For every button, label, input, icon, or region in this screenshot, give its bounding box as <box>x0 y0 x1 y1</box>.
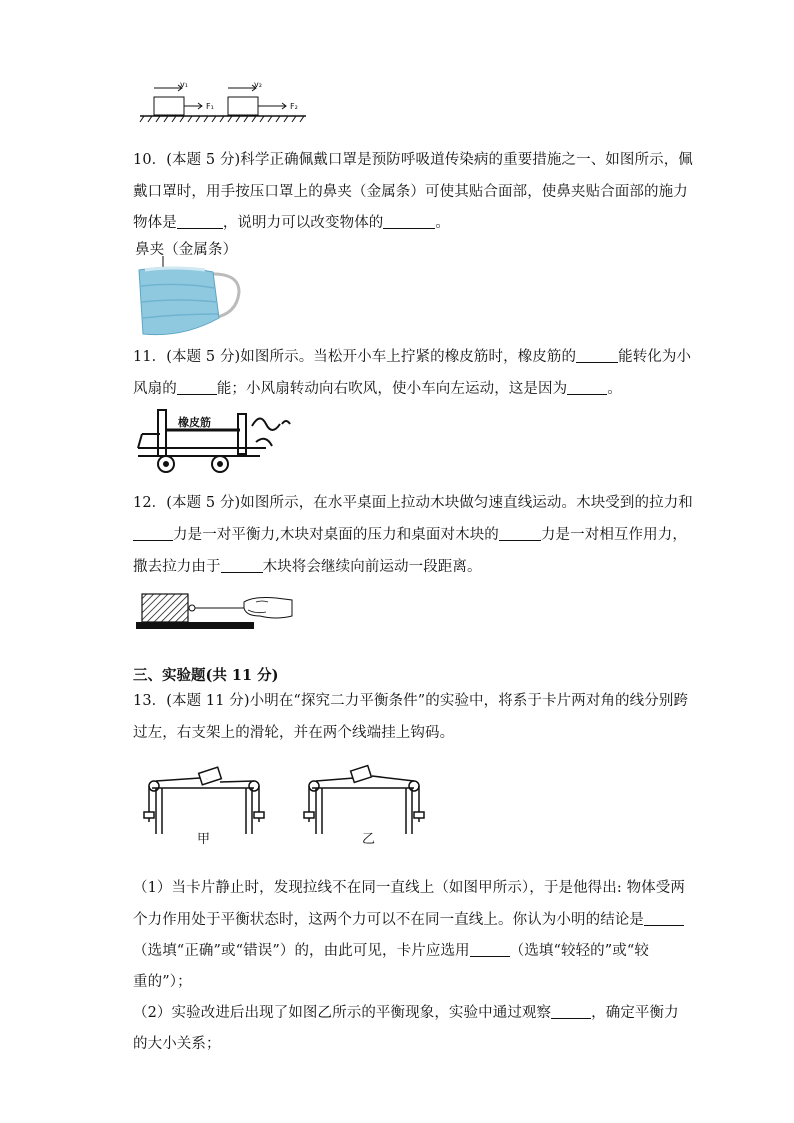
q13-part2-text-b: ，确定平衡力 <box>591 1005 679 1021</box>
q12-blank-2[interactable] <box>499 526 541 541</box>
v1-label: v₁ <box>180 80 188 89</box>
q13-part2-line2: 的大小关系； <box>133 1036 221 1052</box>
q11-blank-1[interactable] <box>576 348 618 363</box>
q13-part1-text-b: （选填“正确”或“错误”）的，由此可见，卡片应选用 <box>133 943 470 959</box>
section-heading: 三、实验题(共 11 分) <box>133 667 279 684</box>
nose-clip-caption: 鼻夹（金属条） <box>135 242 238 258</box>
q13-part2-text-a: （2）实验改进后出现了如图乙所示的平衡现象，实验中通过观察 <box>133 1005 552 1021</box>
figure-a-label: 甲 <box>197 832 211 847</box>
q13-part1-text-c: （选填“较轻的”或“较 <box>509 943 649 959</box>
q11-text-d: 能；小风扇转动向右吹风，使小车向左运动，这是因为 <box>216 381 568 397</box>
wood-block-pull-image <box>136 590 296 632</box>
q11-text-e: 。 <box>607 381 622 397</box>
rubber-band-label: 橡皮筋 <box>178 416 211 429</box>
v2-label: v₂ <box>254 80 262 89</box>
blocks-motion-figure <box>138 80 313 130</box>
q13-line2: 过左，右支架上的滑轮，并在两个线端挂上钩码。 <box>133 725 455 741</box>
face-mask-image <box>133 256 243 338</box>
q10-line1: 10．(本题 5 分)科学正确佩戴口罩是预防呼吸道传染病的重要措施之一、如图所示，佩 <box>133 152 693 168</box>
rubber-band-car-image <box>136 404 306 474</box>
q11-text-a: 11．(本题 5 分)如图所示。当松开小车上拧紧的橡皮筋时，橡皮筋的 <box>133 349 577 365</box>
q13-part1-line3 <box>133 941 649 961</box>
q13-part2-line1 <box>133 1003 679 1023</box>
q10-text-c: 。 <box>435 215 451 231</box>
q10-blank-2[interactable] <box>383 214 435 229</box>
q13-blank-3[interactable] <box>551 1004 591 1019</box>
q12-line2 <box>133 525 687 545</box>
pulley-setup-figure-b <box>296 768 436 838</box>
svg-text:·.: ·. <box>206 776 209 781</box>
q12-text-b: 力是一对相互作用力， <box>540 527 687 543</box>
f1-label: F₁ <box>206 102 214 111</box>
q12-text-a: 力是一对平衡力,木块对桌面的压力和桌面对木块的 <box>173 527 499 543</box>
q10-text-a: 物体是 <box>133 215 177 231</box>
q11-text-c: 风扇的 <box>133 381 177 397</box>
q13-blank-2[interactable] <box>470 942 510 957</box>
q11-line1 <box>133 347 691 367</box>
q13-blank-1[interactable] <box>644 911 684 926</box>
q10-line3 <box>133 213 450 233</box>
q12-line3 <box>133 557 482 577</box>
q12-blank-1[interactable] <box>133 526 173 541</box>
q13-part1-text-a: 个力作用处于平衡状态时，这两个力可以不在同一直线上。你认为小明的结论是 <box>133 912 644 928</box>
q11-text-b: 能转化为小 <box>618 349 692 365</box>
q12-text-d: 木块将会继续向前运动一段距离。 <box>262 559 482 575</box>
q10-line2: 戴口罩时，用手按压口罩上的鼻夹（金属条）可使其贴合面部，使鼻夹贴合面部的施力 <box>133 184 688 200</box>
q13-part1-line2 <box>133 910 684 930</box>
f2-label: F₂ <box>290 102 298 111</box>
q13-part1-line4: 重的”）； <box>133 974 192 990</box>
q12-text-c: 撒去拉力由于 <box>133 559 221 575</box>
q12-line1: 12．(本题 5 分)如图所示，在水平桌面上拉动木块做匀速直线运动。木块受到的拉力和 <box>133 495 693 511</box>
q11-blank-3[interactable] <box>567 380 607 395</box>
q13-line1: 13．(本题 11 分)小明在“探究二力平衡条件”的实验中，将系于卡片两对角的线分别跨 <box>133 693 689 709</box>
figure-b-label: 乙 <box>362 832 376 847</box>
q13-part1-line1: （1）当卡片静止时，发现拉线不在同一直线上（如图甲所示），于是他得出: 物体受两 <box>133 880 685 896</box>
pulley-setup-figure-a <box>136 768 276 838</box>
q10-blank-1[interactable] <box>177 214 223 229</box>
q11-blank-2[interactable] <box>177 380 217 395</box>
q11-line2 <box>133 379 622 399</box>
q10-text-b: ，说明力可以改变物体的 <box>222 215 384 231</box>
q12-blank-3[interactable] <box>221 558 263 573</box>
